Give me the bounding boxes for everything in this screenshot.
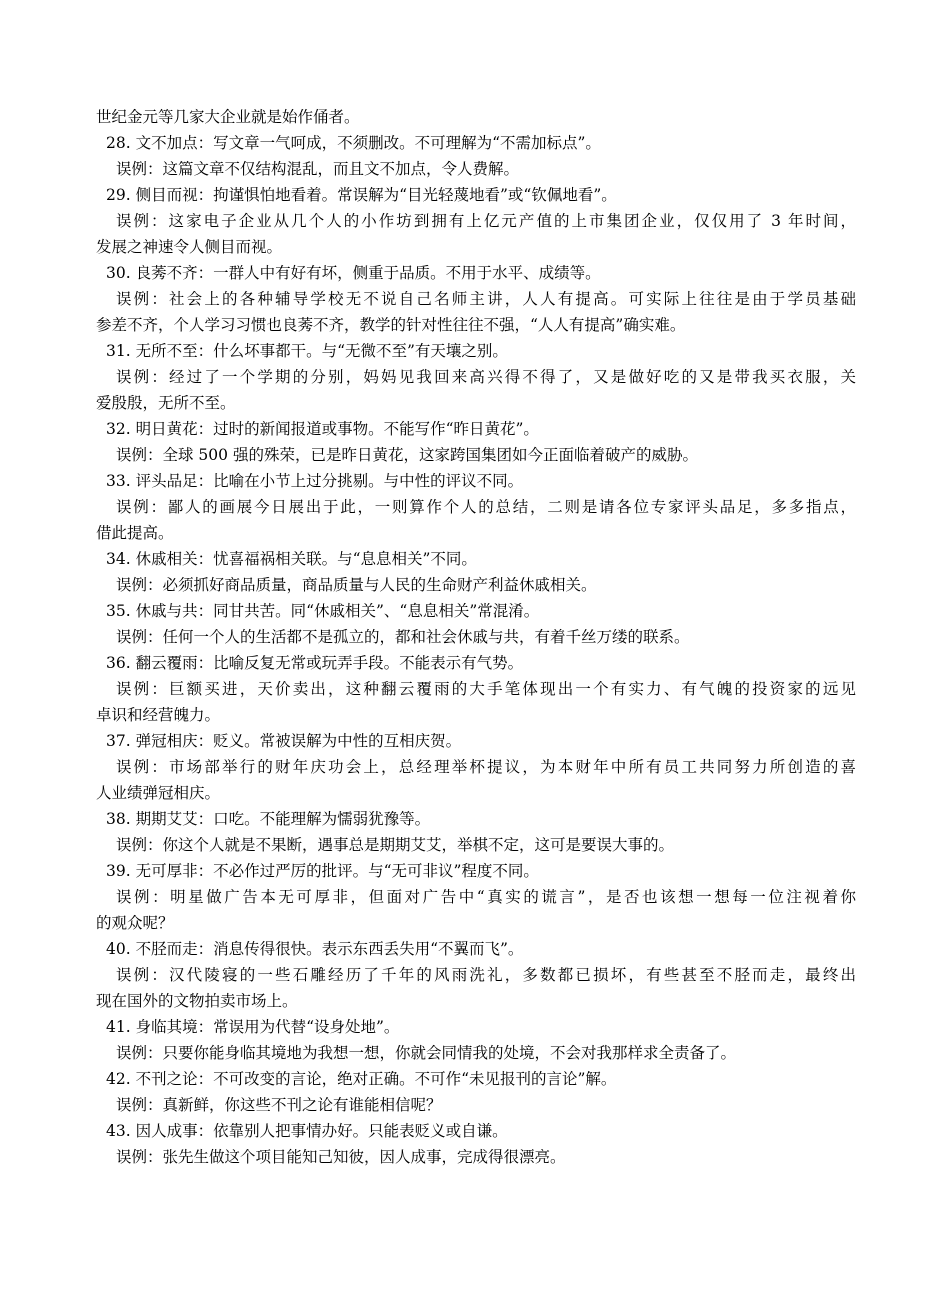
entry-example: 误例：经过了一个学期的分别，妈妈见我回来高兴得不得了，又是做好吃的又是带我买衣服，关 bbox=[116, 368, 856, 386]
entry-example: 误例：任何一个人的生活都不是孤立的，都和社会休戚与共，有着千丝万缕的联系。 bbox=[116, 628, 690, 646]
entry-example-continued: 发展之神速令人侧目而视。 bbox=[96, 238, 283, 256]
entry-title: 36. 翻云覆雨：比喻反复无常或玩弄手段。不能表示有气势。 bbox=[106, 654, 524, 672]
entry-title: 40. 不胫而走：消息传得很快。表示东西丢失用“不翼而飞”。 bbox=[106, 940, 524, 958]
entry-title: 35. 休戚与共：同甘共苦。同“休戚相关”、“息息相关”常混淆。 bbox=[106, 602, 540, 620]
entry-example: 误例：明星做广告本无可厚非，但面对广告中“真实的谎言”，是否也该想一想每一位注视着你 bbox=[116, 888, 856, 906]
entry-title: 31. 无所不至：什么坏事都干。与“无微不至”有天壤之别。 bbox=[106, 342, 508, 360]
entry-title: 33. 评头品足：比喻在小节上过分挑剔。与中性的评议不同。 bbox=[106, 472, 524, 490]
entry-example-continued: 借此提高。 bbox=[96, 524, 174, 542]
entry-example: 误例：社会上的各种辅导学校无不说自己名师主讲，人人有提高。可实际上往往是由于学员基础 bbox=[116, 290, 856, 308]
entry-title: 34. 休戚相关：忧喜福祸相关联。与“息息相关”不同。 bbox=[106, 550, 477, 568]
entry-example: 误例：只要你能身临其境地为我想一想，你就会同情我的处境，不会对我那样求全责备了。 bbox=[116, 1044, 737, 1062]
entry-example: 误例：全球 500 强的殊荣，已是昨日黄花，这家跨国集团如今正面临着破产的威胁。 bbox=[116, 446, 698, 464]
entry-example-continued: 参差不齐，个人学习习惯也良莠不齐，教学的针对性往往不强，“人人有提高”确实难。 bbox=[96, 316, 686, 334]
entry-title: 32. 明日黄花：过时的新闻报道或事物。不能写作“昨日黄花”。 bbox=[106, 420, 539, 438]
entry-example: 误例：张先生做这个项目能知己知彼，因人成事，完成得很漂亮。 bbox=[116, 1148, 566, 1166]
entry-example-continued: 爱殷殷，无所不至。 bbox=[96, 394, 236, 412]
entry-title: 41. 身临其境：常误用为代替“设身处地”。 bbox=[106, 1018, 400, 1036]
entry-title: 37. 弹冠相庆：贬义。常被误解为中性的互相庆贺。 bbox=[106, 732, 462, 750]
document-page bbox=[96, 104, 856, 1170]
entry-title: 42. 不刊之论：不可改变的言论，绝对正确。不可作“未见报刊的言论”解。 bbox=[106, 1070, 617, 1088]
entry-example: 误例：鄙人的画展今日展出于此，一则算作个人的总结，二则是请各位专家评头品足，多多指点， bbox=[116, 498, 856, 516]
entry-example: 误例：市场部举行的财年庆功会上，总经理举杯提议，为本财年中所有员工共同努力所创造的喜 bbox=[116, 758, 856, 776]
entry-example-continued: 卓识和经营魄力。 bbox=[96, 706, 221, 724]
entry-example: 误例：必须抓好商品质量，商品质量与人民的生命财产利益休戚相关。 bbox=[116, 576, 597, 594]
entry-example: 误例：巨额买进，天价卖出，这种翻云覆雨的大手笔体现出一个有实力、有气魄的投资家的远见 bbox=[116, 680, 856, 698]
entry-title: 29. 侧目而视：拘谨惧怕地看着。常误解为“目光轻蔑地看”或“钦佩地看”。 bbox=[106, 186, 617, 204]
entry-example: 误例：真新鲜，你这些不刊之论有谁能相信呢？ bbox=[116, 1096, 442, 1114]
entry-example: 误例：这家电子企业从几个人的小作坊到拥有上亿元产值的上市集团企业，仅仅用了 3 年时间， bbox=[116, 212, 856, 230]
entry-example: 误例：你这个人就是不果断，遇事总是期期艾艾，举棋不定，这可是要误大事的。 bbox=[116, 836, 675, 854]
entry-example-continued: 人业绩弹冠相庆。 bbox=[96, 784, 221, 802]
entry-title: 43. 因人成事：依靠别人把事情办好。只能表贬义或自谦。 bbox=[106, 1122, 508, 1140]
entry-example-continued: 的观众呢？ bbox=[96, 914, 174, 932]
entry-title: 30. 良莠不齐：一群人中有好有坏，侧重于品质。不用于水平、成绩等。 bbox=[106, 264, 601, 282]
entry-example: 误例：汉代陵寝的一些石雕经历了千年的风雨洗礼，多数都已损坏，有些甚至不胫而走，最终出 bbox=[116, 966, 856, 984]
entry-example-continued: 现在国外的文物拍卖市场上。 bbox=[96, 992, 298, 1010]
entry-title: 39. 无可厚非：不必作过严厉的批评。与“无可非议”程度不同。 bbox=[106, 862, 539, 880]
entry-example: 误例：这篇文章不仅结构混乱，而且文不加点，令人费解。 bbox=[116, 160, 520, 178]
entry-title: 28. 文不加点：写文章一气呵成，不须删改。不可理解为“不需加标点”。 bbox=[106, 134, 601, 152]
entry-title: 38. 期期艾艾：口吃。不能理解为懦弱犹豫等。 bbox=[106, 810, 431, 828]
text-line: 世纪金元等几家大企业就是始作俑者。 bbox=[96, 108, 360, 126]
